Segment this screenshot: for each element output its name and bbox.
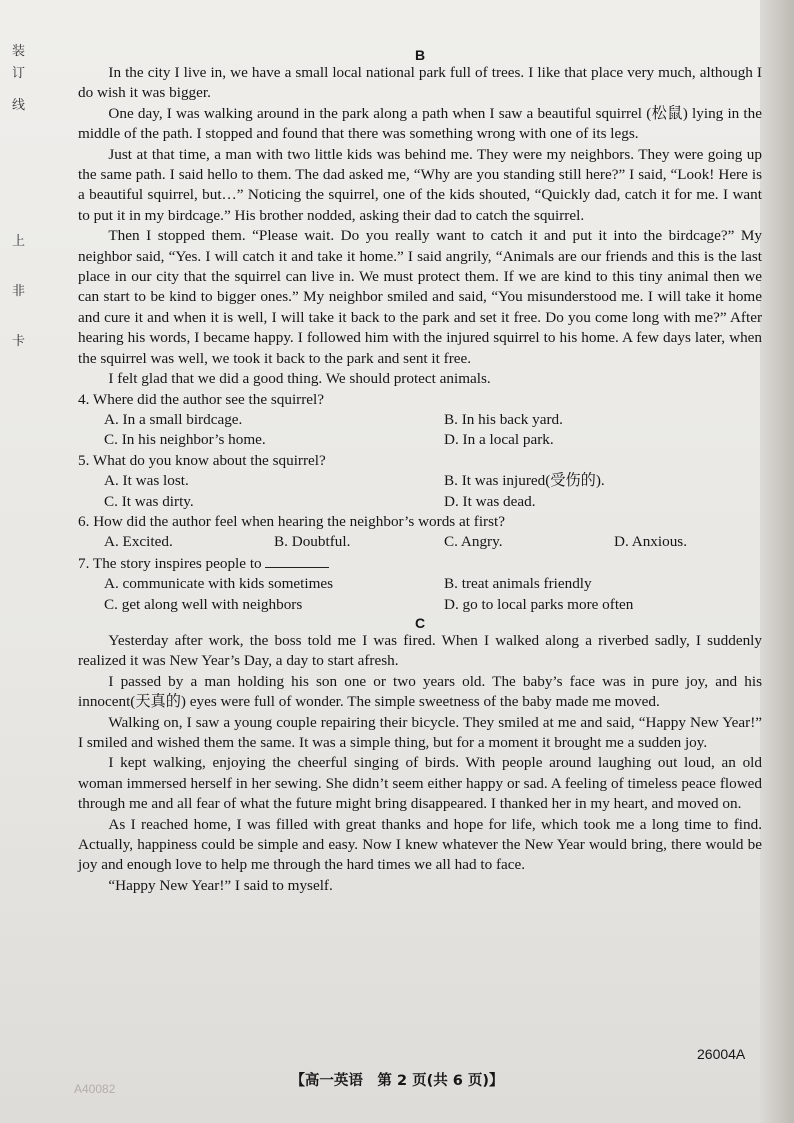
option-d: D. go to local parks more often [444,595,634,613]
question-6 [78,512,762,553]
page-footer: 【高一英语 第 2 页(共 6 页)】 [290,1073,504,1089]
binding-char: 装 [12,44,26,59]
binding-char: 非 [12,284,26,299]
passage-b-paragraph: Then I stopped them. “Please wait. Do you really want to catch it and put it into the birdcage?” My neighbor said, “Yes. I will catch it and take it home.” I said angrily, “Animals are our friends and this is the last place in our city that the squirrel can live in. We must protect them. If we are kind to this tiny animal then we can start to be kind to bigger ones.” My neighbor smiled and said, “You misunderstood me. I will take it home and cure it and when it is well, I will take it back to the park and set it free. Do you come long with me?” After hearing his words, I became happy. I followed him with the injured squirrel to his home. A few days later, when the squirrel was well, we took it back to the park and sent it free. [78,227,762,367]
option-d: D. It was dead. [444,492,536,510]
question-4 [78,390,762,451]
binding-char: 订 [12,66,26,81]
option-a: A. communicate with kids sometimes [104,575,334,593]
passage-area [78,47,762,896]
option-b: B. Doubtful. [274,533,351,551]
passage-c-paragraph: “Happy New Year!” I said to myself. [108,876,333,894]
option-c: C. Angry. [444,533,503,551]
binding-char: 上 [12,234,26,249]
passage-c-paragraph: As I reached home, I was filled with great thanks and hope for life, which took me a long time to find. Actually, happiness could be simple and easy. Now I knew whatever the New Year would bring, there would be joy and enough love to help me through the hard times we all had to face. [78,815,762,874]
option-c: C. get along well with neighbors [104,595,303,613]
question-7 [78,553,762,615]
passage-c-paragraph: I kept walking, enjoying the cheerful singing of birds. With people around laughing out loud, an old woman immersed herself in her sewing. She didn’t seem either happy or sad. A feeling of timeless peace flowed through me and all fear of what the future might bring disappeared. I thanked her in my heart, and moved on. [78,754,762,813]
option-a: A. Excited. [104,533,173,551]
option-a: A. In a small birdcage. [104,410,243,428]
exam-code: 26004A [697,1046,746,1062]
passage-b-paragraph: Just at that time, a man with two little kids was behind me. They were my neighbors. They were going up the same path. I said hello to them. The dad asked me, “Why are you standing still here?” I said, “Look! Here is a beautiful squirrel, but…” Noticing the squirrel, one of the kids shouted, “Quickly dad, catch it for me. I want to put it in my birdcage.” His brother nodded, asking their dad to catch the squirrel. [78,145,762,224]
section-b-heading: B [414,47,426,63]
option-b: B. treat animals friendly [444,575,592,593]
question-stem: 7. The story inspires people to [78,554,262,572]
answer-blank [265,553,329,568]
bleed-through-code: A40082 [74,1082,116,1096]
passage-b-paragraph: One day, I was walking around in the park along a path when I saw a beautiful squirrel (松鼠) lying in the middle of the path. I stopped and found that there was something wrong with one of its legs. [78,104,762,143]
page-fold-shadow [760,0,794,1123]
passage-b-paragraph: In the city I live in, we have a small local national park full of trees. I like that place very much, although I do wish it was bigger. [78,64,762,102]
option-c: C. It was dirty. [104,492,194,510]
option-b: B. It was injured(受伤的). [444,472,605,490]
option-d: D. In a local park. [444,431,554,449]
binding-char: 卡 [12,334,26,349]
question-stem: 5. What do you know about the squirrel? [78,451,326,469]
passage-b-paragraph: I felt glad that we did a good thing. We should protect animals. [108,370,491,388]
binding-char: 线 [12,98,26,113]
option-d: D. Anxious. [614,533,687,551]
passage-c-paragraph: I passed by a man holding his son one or two years old. The baby’s face was in pure joy, and his innocent(天真的) eyes were full of wonder. The simple sweetness of the baby made me moved. [78,672,762,711]
binding-margin [8,40,38,800]
question-stem: 4. Where did the author see the squirrel? [78,390,325,408]
option-b: B. In his back yard. [444,410,563,428]
option-a: A. It was lost. [104,472,189,490]
question-5 [78,451,762,512]
option-c: C. In his neighbor’s home. [104,431,266,449]
question-stem: 6. How did the author feel when hearing the neighbor’s words at first? [78,512,505,530]
passage-c-paragraph: Walking on, I saw a young couple repairing their bicycle. They smiled at me and said, “Happy New Year!” I smiled and wished them the same. It was a simple thing, but for a moment it brought me a sudden joy. [78,713,762,751]
section-c-heading: C [414,614,426,631]
passage-c-paragraph: Yesterday after work, the boss told me I was fired. When I walked along a riverbed sadly, I suddenly realized it was New Year’s Day, a day to start afresh. [78,631,762,670]
